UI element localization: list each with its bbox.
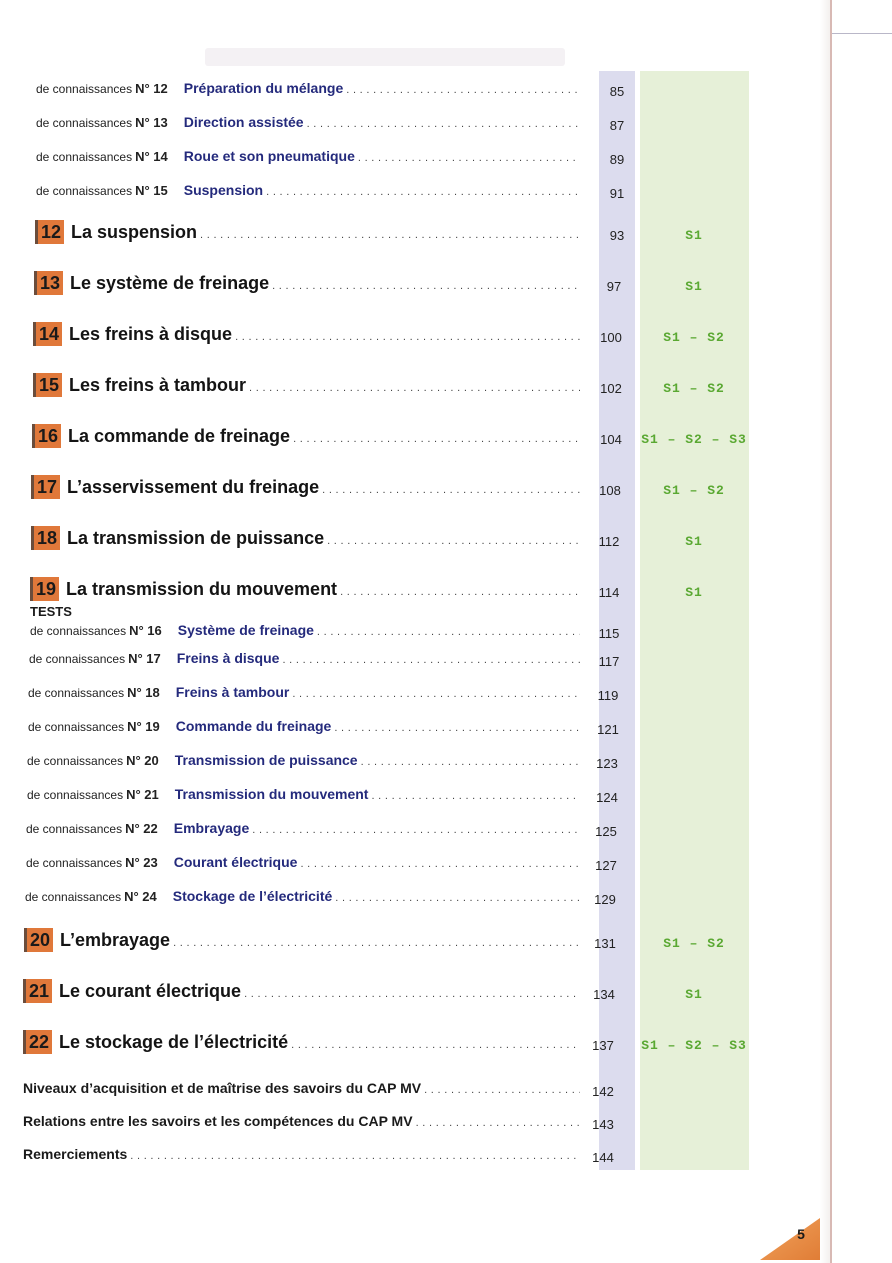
tests-heading: TESTS <box>30 604 72 619</box>
toc-entry-line <box>32 424 580 448</box>
test-number: N° 17 <box>128 651 161 666</box>
toc-entry[interactable] <box>32 424 580 454</box>
page-number-cell: 124 <box>596 790 618 805</box>
toc-entry[interactable] <box>33 322 580 352</box>
toc-entry-line <box>31 526 580 550</box>
chapter-title[interactable]: Les freins à tambour <box>69 375 247 395</box>
toc-entry[interactable] <box>29 650 580 680</box>
toc-entry-line <box>28 684 580 700</box>
chapter-title[interactable]: L’embrayage <box>60 930 171 950</box>
page-number-cell: 114 <box>598 585 620 600</box>
page-number-cell: 100 <box>600 330 622 345</box>
test-title[interactable]: Système de freinage <box>177 622 314 638</box>
test-prefix-label: de connaissances <box>29 652 126 666</box>
toc-entry[interactable] <box>28 684 580 714</box>
toc-entry-line <box>34 271 580 295</box>
test-title[interactable]: Préparation du mélange <box>183 80 344 96</box>
toc-entry-line <box>27 752 580 768</box>
page-number-cell: 131 <box>594 936 616 951</box>
toc-entry-line <box>31 475 580 499</box>
toc-entry-line <box>25 888 580 904</box>
page-number-cell: 108 <box>599 483 621 498</box>
chapter-title[interactable]: La commande de freinage <box>68 426 291 446</box>
test-prefix-label: de connaissances <box>26 856 123 870</box>
toc-entry-line <box>27 786 580 802</box>
page-number-cell: 143 <box>592 1117 614 1132</box>
toc-entry[interactable] <box>25 888 580 918</box>
page-number-cell: 123 <box>596 756 618 771</box>
chapter-number-badge: 15 <box>33 373 62 397</box>
test-number: N° 19 <box>127 719 160 734</box>
test-number: N° 21 <box>126 787 159 802</box>
page-number-cell: 85 <box>609 84 625 99</box>
page-number-cell: 97 <box>606 279 622 294</box>
toc-entry[interactable] <box>23 1080 580 1110</box>
page-number-cell: 104 <box>600 432 622 447</box>
chapter-number-badge: 20 <box>24 928 53 952</box>
acquisition-level: S1 – S2 <box>663 330 725 345</box>
chapter-title[interactable]: L’asservissement du freinage <box>67 477 320 497</box>
toc-entry-line <box>29 650 580 666</box>
chapter-number-badge: 14 <box>33 322 62 346</box>
page-number-cell: 121 <box>597 722 619 737</box>
test-prefix-label: de connaissances <box>28 720 125 734</box>
toc-entry-line <box>30 577 580 601</box>
acquisition-level: S1 <box>685 228 703 243</box>
acquisition-level: S1 <box>685 585 703 600</box>
test-number: N° 23 <box>125 855 158 870</box>
toc-entry[interactable] <box>26 820 580 850</box>
page-number-cell: 93 <box>609 228 625 243</box>
test-title[interactable]: Suspension <box>183 182 264 198</box>
chapter-number-badge: 18 <box>31 526 60 550</box>
page-edge-shadow <box>820 0 830 1263</box>
corner-tab <box>760 1218 820 1260</box>
test-prefix-label: de connaissances <box>27 754 124 768</box>
test-title[interactable]: Freins à disque <box>176 650 280 666</box>
test-title[interactable]: Freins à tambour <box>175 684 290 700</box>
test-prefix-label: de connaissances <box>27 788 124 802</box>
toc-entry-line <box>36 80 580 96</box>
toc-entry-line <box>23 1080 580 1096</box>
toc-entry[interactable] <box>23 1030 580 1060</box>
section-title[interactable]: Niveaux d’acquisition et de maîtrise des savoirs du CAP MV <box>23 1080 422 1096</box>
acquisition-level: S1 – S2 <box>663 381 725 396</box>
toc-entry-line <box>24 928 580 952</box>
page-number-cell: 142 <box>592 1084 614 1099</box>
chapter-number-badge: 16 <box>32 424 61 448</box>
toc-entry-line <box>35 220 580 244</box>
toc-entry[interactable] <box>23 1113 580 1143</box>
page-number-cell: 102 <box>600 381 622 396</box>
test-prefix-label: de connaissances <box>36 150 133 164</box>
toc-entry-line <box>30 622 580 638</box>
test-prefix-label: de connaissances <box>36 116 133 130</box>
page-edge-line <box>830 0 832 1263</box>
chapter-number-badge: 19 <box>30 577 59 601</box>
toc-entry[interactable] <box>33 373 580 403</box>
test-title[interactable]: Courant électrique <box>173 854 298 870</box>
test-title[interactable]: Transmission du mouvement <box>174 786 369 802</box>
test-number: N° 22 <box>125 821 158 836</box>
test-number: N° 13 <box>135 115 168 130</box>
test-number: N° 14 <box>135 149 168 164</box>
page-number: 5 <box>797 1226 805 1242</box>
toc-entry[interactable] <box>35 220 580 250</box>
test-title[interactable]: Transmission de puissance <box>174 752 358 768</box>
page-number-cell: 117 <box>598 654 620 669</box>
page-number-cell: 87 <box>609 118 625 133</box>
chapter-title[interactable]: Le stockage de l’électricité <box>59 1032 289 1052</box>
page-number-cell: 91 <box>609 186 625 201</box>
test-prefix-label: de connaissances <box>25 890 122 904</box>
toc-entry-line <box>23 1030 580 1054</box>
test-title[interactable]: Direction assistée <box>183 114 304 130</box>
section-title[interactable]: Relations entre les savoirs et les compétences du CAP MV <box>23 1113 413 1129</box>
test-prefix-label: de connaissances <box>26 822 123 836</box>
toc-entry[interactable] <box>36 114 580 144</box>
test-title[interactable]: Stockage de l’électricité <box>172 888 333 904</box>
toc-entry-line <box>26 854 580 870</box>
test-prefix-label: de connaissances <box>36 184 133 198</box>
test-number: N° 24 <box>124 889 157 904</box>
test-number: N° 20 <box>126 753 159 768</box>
chapter-number-badge: 12 <box>35 220 64 244</box>
toc-entry[interactable] <box>28 718 580 748</box>
acquisition-level: S1 – S2 <box>663 936 725 951</box>
toc-entry[interactable] <box>36 80 580 110</box>
page-number-cell: 112 <box>598 534 620 549</box>
toc-entry[interactable] <box>30 577 580 607</box>
chapter-title[interactable]: Les freins à disque <box>69 324 233 344</box>
test-title[interactable]: Embrayage <box>173 820 250 836</box>
toc-entry[interactable] <box>31 526 580 556</box>
acquisition-level: S1 – S2 – S3 <box>641 432 747 447</box>
toc-entry[interactable] <box>27 786 580 816</box>
chapter-number-badge: 22 <box>23 1030 52 1054</box>
toc-entry-line <box>36 114 580 130</box>
toc-entry-line <box>33 322 580 346</box>
acquisition-level: S1 – S2 <box>663 483 725 498</box>
acquisition-level: S1 <box>685 987 703 1002</box>
toc-entry[interactable] <box>23 979 580 1009</box>
test-title[interactable]: Roue et son pneumatique <box>183 148 355 164</box>
toc-entry-line <box>36 148 580 164</box>
faint-show-through-banner <box>205 48 565 66</box>
toc-entry[interactable] <box>26 854 580 884</box>
page-number-cell: 89 <box>609 152 625 167</box>
chapter-title[interactable]: Le courant électrique <box>59 981 242 1001</box>
toc-entry-line <box>33 373 580 397</box>
section-title[interactable]: Remerciements <box>23 1146 128 1162</box>
chapter-number-badge: 17 <box>31 475 60 499</box>
test-prefix-label: de connaissances <box>30 624 127 638</box>
page-number-cell: 127 <box>595 858 617 873</box>
page-number-cell: 125 <box>595 824 617 839</box>
acquisition-level: S1 – S2 – S3 <box>641 1038 747 1053</box>
acquisition-level: S1 <box>685 279 703 294</box>
test-number: N° 18 <box>127 685 160 700</box>
page-number-cell: 144 <box>592 1150 614 1165</box>
toc-entry[interactable] <box>24 928 580 958</box>
chapter-title[interactable]: La transmission de puissance <box>67 528 325 548</box>
test-prefix-label: de connaissances <box>36 82 133 96</box>
toc-entry[interactable] <box>23 1146 580 1176</box>
chapter-title[interactable]: Le système de freinage <box>70 273 270 293</box>
test-prefix-label: de connaissances <box>28 686 125 700</box>
chapter-title[interactable]: La suspension <box>71 222 198 242</box>
margin-rule <box>832 33 892 34</box>
page-number-cell: 137 <box>592 1038 614 1053</box>
toc-entry[interactable] <box>31 475 580 505</box>
toc-entry[interactable] <box>36 148 580 178</box>
chapter-title[interactable]: La transmission du mouvement <box>66 579 338 599</box>
test-number: N° 15 <box>135 183 168 198</box>
acquisition-level: S1 <box>685 534 703 549</box>
page-number-cell: 115 <box>598 626 620 641</box>
toc-entry[interactable] <box>36 182 580 212</box>
toc-entry[interactable] <box>27 752 580 782</box>
page-number-cell: 119 <box>597 688 619 703</box>
toc-entry-line <box>28 718 580 734</box>
test-number: N° 12 <box>135 81 168 96</box>
toc-entry[interactable] <box>30 622 580 652</box>
toc-entry-line <box>23 1113 580 1129</box>
page-number-cell: 134 <box>593 987 615 1002</box>
test-number: N° 16 <box>129 623 162 638</box>
chapter-number-badge: 21 <box>23 979 52 1003</box>
chapter-number-badge: 13 <box>34 271 63 295</box>
toc-entry-line <box>23 979 580 1003</box>
toc-entry-line <box>26 820 580 836</box>
test-title[interactable]: Commande du freinage <box>175 718 332 734</box>
toc-entry-line <box>36 182 580 198</box>
page-number-cell: 129 <box>594 892 616 907</box>
toc-entry-line <box>23 1146 580 1162</box>
toc-entry[interactable] <box>34 271 580 301</box>
